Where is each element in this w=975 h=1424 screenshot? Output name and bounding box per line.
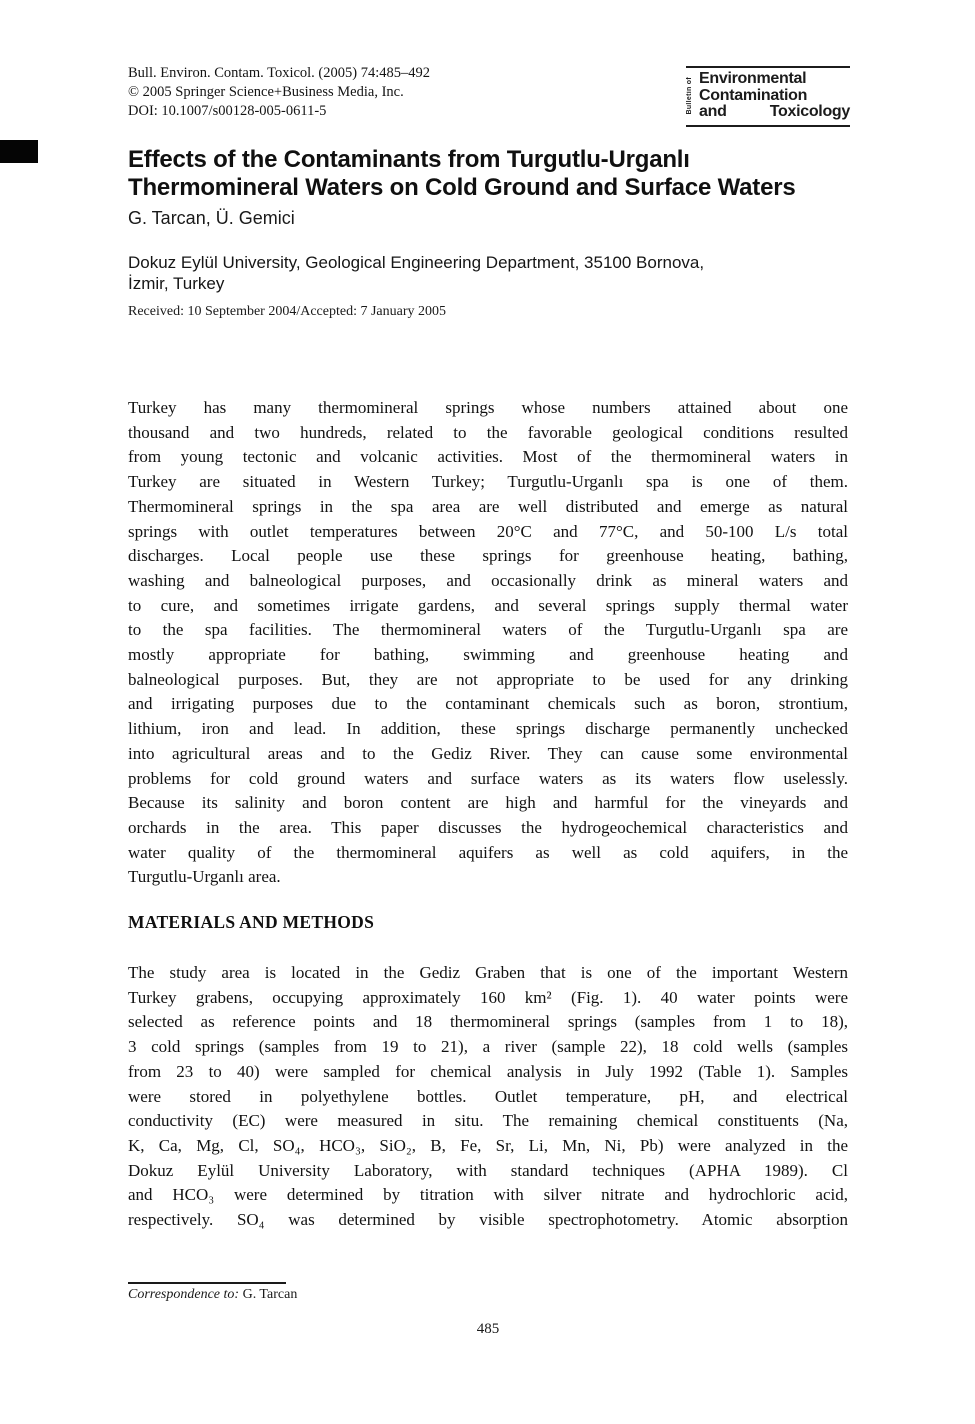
text-line: problems for cold ground waters and surface waters as its waters flow uselessly. [128, 768, 848, 788]
text-line: to the spa facilities. The thermomineral waters of the Turgutlu-Urganlı spa are [128, 620, 848, 640]
logo-vertical-label: Bulletin of [686, 76, 693, 115]
text-line: conductivity (EC) were measured in situ. The remaining chemical constituents (Na, [128, 1111, 848, 1131]
correspondence-label: Correspondence to: [128, 1287, 240, 1302]
text-line: Turkey are situated in Western Turkey; Turgutlu-Urganlı spa is one of them. [128, 472, 848, 492]
text-line: orchards in the area. This paper discusses the hydrogeochemical characteristics and [128, 817, 848, 837]
correspondence-note [128, 1287, 297, 1303]
text-line: K, Ca, Mg, Cl, SO₄, HCO₃, SiO₂, B, Fe, Sr, Li, Mn, Ni, Pb) were analyzed in the [128, 1135, 848, 1155]
text-line: discharges. Local people use these springs for greenhouse heating, bathing, [128, 546, 848, 566]
article-title-line2: Thermomineral Waters on Cold Ground and Surface Waters [128, 174, 796, 201]
text-line: and Toxicology [699, 103, 850, 120]
text-line: water quality of the thermomineral aquifers as well as cold aquifers, in the [128, 842, 848, 862]
text-line: lithium, iron and lead. In addition, these springs discharge permanently unchecked [128, 719, 848, 739]
correspondence-name: G. Tarcan [242, 1287, 298, 1302]
article-title-line1: Effects of the Contaminants from Turgutlu-Urganlı [128, 146, 690, 173]
methods-paragraph [128, 961, 848, 1233]
text-line: springs with outlet temperatures between 20°C and 77°C, and 50-100 L/s total [128, 521, 848, 541]
text-line: Contamination [699, 86, 808, 104]
text-line: from 23 to 40) were sampled for chemical analysis in July 1992 (Table 1). Samples [128, 1061, 848, 1081]
copyright-line: © 2005 Springer Science+Business Media, Inc. [128, 84, 404, 100]
text-line: from young tectonic and volcanic activities. Most of the thermomineral waters in [128, 447, 848, 467]
section-heading: MATERIALS AND METHODS [128, 912, 375, 932]
journal-citation: Bull. Environ. Contam. Toxicol. (2005) 74:485–492 [128, 65, 430, 81]
doi-line: DOI: 10.1007/s00128-005-0611-5 [128, 103, 327, 119]
affiliation [128, 252, 848, 294]
logo-title [699, 71, 850, 121]
text-line: into agricultural areas and to the Gediz River. They can cause some environmental [128, 743, 848, 763]
authors: G. Tarcan, Ü. Gemici [128, 208, 295, 228]
text-line: and irrigating purposes due to the contaminant chemicals such as boron, strontium, [128, 694, 848, 714]
header-citation-block [128, 64, 430, 121]
text-line: Turkey grabens, occupying approximately 160 km² (Fig. 1). 40 water points were [128, 987, 848, 1007]
correspondence-rule [128, 1282, 286, 1284]
affiliation-line1: Dokuz Eylül University, Geological Engineering Department, 35100 Bornova, [128, 253, 705, 272]
text-line: mostly appropriate for bathing, swimming and greenhouse heating and [128, 645, 848, 665]
text-line: 3 cold springs (samples from 19 to 21), a river (sample 22), 18 cold wells (samples [128, 1037, 848, 1057]
affiliation-line2: İzmir, Turkey [128, 274, 225, 293]
text-line: Turgutlu-Urganlı area. [128, 867, 281, 887]
text-line: to cure, and sometimes irrigate gardens, and several springs supply thermal water [128, 595, 848, 615]
text-line: respectively. SO₄ was determined by visible spectrophotometry. Atomic absorption [128, 1210, 848, 1230]
received-date: Received: 10 September 2004/Accepted: 7 January 2005 [128, 304, 447, 319]
text-line: Thermomineral springs in the spa area are well distributed and emerge as natural [128, 496, 848, 516]
text-line: Because its salinity and boron content are high and harmful for the vineyards and [128, 793, 848, 813]
scan-artifact [0, 140, 38, 163]
article-title [128, 146, 858, 202]
journal-logo [686, 66, 850, 127]
text-line: selected as reference points and 18 thermomineral springs (samples from 1 to 18), [128, 1012, 848, 1032]
text-line: balneological purposes. But, they are not appropriate to be used for any drinking [128, 669, 848, 689]
text-line: Dokuz Eylül University Laboratory, with standard techniques (APHA 1989). Cl [128, 1160, 848, 1180]
text-line: Turkey has many thermomineral springs whose numbers attained about one [128, 398, 848, 417]
text-line: and HCO₃ were determined by titration with silver nitrate and hydrochloric acid, [128, 1185, 848, 1205]
text-line: thousand and two hundreds, related to the favorable geological conditions resulted [128, 422, 848, 442]
page-number: 485 [476, 1321, 500, 1337]
text-line: were stored in polyethylene bottles. Outlet temperature, pH, and electrical [128, 1086, 848, 1106]
text-line: washing and balneological purposes, and occasionally drink as mineral waters and [128, 570, 848, 590]
abstract-paragraph [128, 396, 848, 890]
text-line: Environmental [699, 70, 807, 87]
text-line: The study area is located in the Gediz Graben that is one of the important Western [128, 963, 848, 982]
